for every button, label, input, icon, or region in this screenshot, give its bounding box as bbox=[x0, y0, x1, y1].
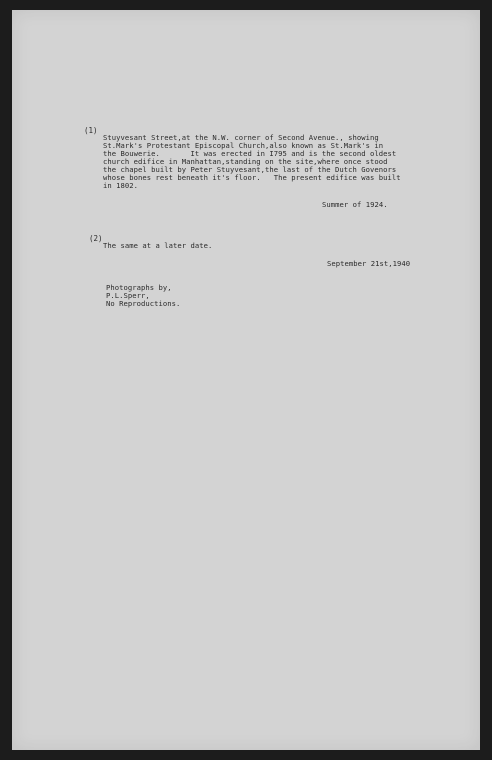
entry-2-number: (2) bbox=[89, 234, 103, 243]
document-page bbox=[12, 10, 480, 750]
credit-line: No Reproductions. bbox=[106, 299, 181, 308]
entry-2-text: The same at a later date. bbox=[103, 241, 213, 250]
entry-1-line: St.Mark's Protestant Episcopal Church,also known as St.Mark's in bbox=[103, 141, 384, 150]
entry-1-date: Summer of 1924. bbox=[322, 200, 388, 209]
entry-1-line: the Bouwerie. It was erected in I795 and is the second oldest bbox=[103, 149, 397, 158]
entry-1-line: church edifice in Manhattan,standing on the site,where once stood bbox=[103, 157, 388, 166]
entry-2-date: September 21st,1940 bbox=[327, 259, 411, 268]
entry-1-line: whose bones rest beneath it's floor. The present edifice was built bbox=[103, 173, 401, 182]
credit-line: Photographs by, bbox=[106, 283, 172, 292]
entry-1-number: (1) bbox=[84, 126, 98, 135]
credit-line: P.L.Sperr, bbox=[106, 291, 150, 300]
entry-1-line: the chapel built by Peter Stuyvesant,the last of the Dutch Govenors bbox=[103, 165, 397, 174]
entry-1-line: in 1802. bbox=[103, 181, 139, 190]
entry-1-line: Stuyvesant Street,at the N.W. corner of Second Avenue., showing bbox=[103, 133, 379, 142]
